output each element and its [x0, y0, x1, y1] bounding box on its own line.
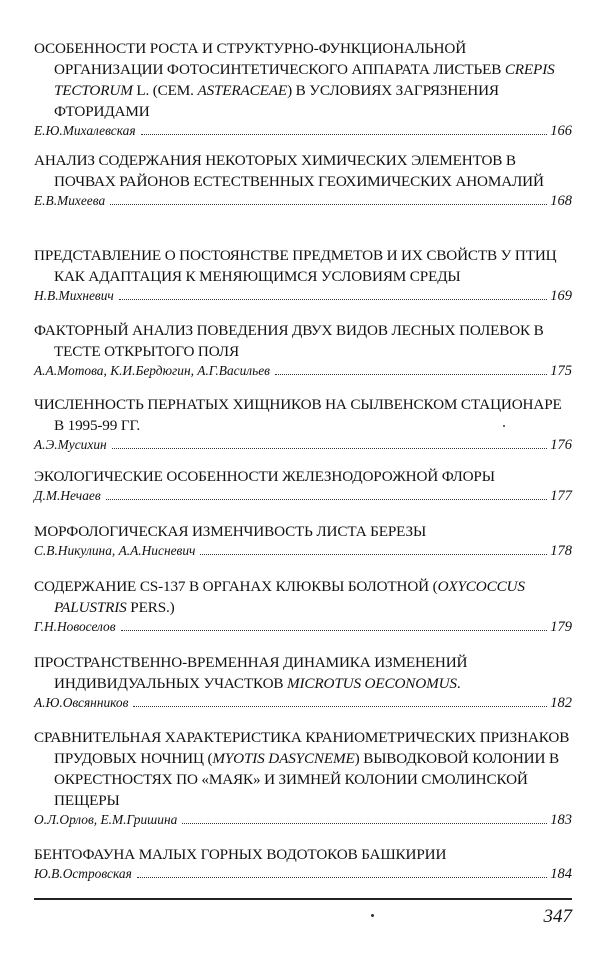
entry-title: БЕНТОФАУНА МАЛЫХ ГОРНЫХ ВОДОТОКОВ БАШКИРИИ [34, 846, 447, 863]
entry-page-number: 166 [550, 123, 572, 139]
author-line [34, 122, 572, 140]
entry-author: Е.В.Михеева [34, 193, 106, 208]
author-line [34, 487, 572, 505]
toc-entry [34, 394, 572, 454]
entry-title: ЧИСЛЕННОСТЬ ПЕРНАТЫХ ХИЩНИКОВ НА СЫЛВЕНСКОМ СТАЦИОНАРЕ В 1995-99 ГГ. [34, 396, 562, 434]
toc-entry [34, 576, 572, 636]
entry-author: Е.Ю.Михалевская [34, 123, 136, 138]
toc-entry [34, 521, 572, 560]
dot-leader [137, 877, 547, 878]
entry-title: МОРФОЛОГИЧЕСКАЯ ИЗМЕНЧИВОСТЬ ЛИСТА БЕРЕЗЫ [34, 523, 427, 540]
dot-leader [106, 499, 548, 500]
entry-title: ЭКОЛОГИЧЕСКИЕ ОСОБЕННОСТИ ЖЕЛЕЗНОДОРОЖНОЙ ФЛОРЫ [34, 468, 495, 485]
entry-author: А.Э.Мусихин [34, 437, 107, 452]
author-line [34, 865, 572, 883]
entry-page-number: 178 [550, 543, 572, 559]
dot-leader [119, 299, 547, 300]
author-line [34, 811, 572, 829]
toc-entry [34, 38, 572, 140]
entry-author: Ю.В.Островская [34, 866, 132, 881]
dot-leader [200, 554, 547, 555]
author-line [34, 694, 572, 712]
entry-page-number: 168 [550, 193, 572, 209]
entry-author: Г.Н.Новоселов [34, 619, 116, 634]
dot-leader [121, 630, 548, 631]
entry-page-number: 176 [550, 437, 572, 453]
scan-speck [371, 914, 374, 917]
toc-entry [34, 245, 572, 305]
entry-title: ФАКТОРНЫЙ АНАЛИЗ ПОВЕДЕНИЯ ДВУХ ВИДОВ ЛЕСНЫХ ПОЛЕВОК В ТЕСТЕ ОТКРЫТОГО ПОЛЯ [34, 322, 544, 360]
entry-title: ПРЕДСТАВЛЕНИЕ О ПОСТОЯНСТВЕ ПРЕДМЕТОВ И ИХ СВОЙСТВ У ПТИЦ КАК АДАПТАЦИЯ К МЕНЯЮЩИМСЯ УСЛОВИЯМ СРЕДЫ [34, 247, 557, 285]
toc-entry [34, 844, 572, 883]
toc-entry [34, 320, 572, 380]
author-line [34, 362, 572, 380]
dot-leader [182, 823, 547, 824]
author-line [34, 436, 572, 454]
scan-speck [503, 425, 505, 427]
entry-title: СРАВНИТЕЛЬНАЯ ХАРАКТЕРИСТИКА КРАНИОМЕТРИЧЕСКИХ ПРИЗНАКОВ ПРУДОВЫХ НОЧНИЦ (MYOTIS DASYCNEME) ВЫВОДКОВОЙ КОЛОНИИ В ОКРЕСТНОСТЯХ ПО «МАЯК» И ЗИМНЕЙ КОЛОНИИ СМОЛИНСКОЙ ПЕЩЕРЫ [34, 729, 570, 809]
dot-leader [110, 204, 547, 205]
entry-author: С.В.Никулина, А.А.Нисневич [34, 543, 196, 558]
toc-entry [34, 150, 572, 210]
entry-page-number: 182 [550, 695, 572, 711]
entry-title: АНАЛИЗ СОДЕРЖАНИЯ НЕКОТОРЫХ ХИМИЧЕСКИХ ЭЛЕМЕНТОВ В ПОЧВАХ РАЙОНОВ ЕСТЕСТВЕННЫХ ГЕОХИМИЧЕСКИХ АНОМАЛИЙ [34, 152, 544, 190]
dot-leader [275, 374, 547, 375]
entry-page-number: 184 [550, 866, 572, 882]
entry-author: О.Л.Орлов, Е.М.Гришина [34, 812, 178, 827]
dot-leader [112, 448, 548, 449]
entry-title: ОСОБЕННОСТИ РОСТА И СТРУКТУРНО-ФУНКЦИОНАЛЬНОЙ ОРГАНИЗАЦИИ ФОТОСИНТЕТИЧЕСКОГО АППАРАТА ЛИСТЬЕВ CREPIS TECTORUM L. (СЕМ. ASTERACEAE) В УСЛОВИЯХ ЗАГРЯЗНЕНИЯ ФТОРИДАМИ [34, 40, 555, 120]
entry-title: ПРОСТРАНСТВЕННО-ВРЕМЕННАЯ ДИНАМИКА ИЗМЕНЕНИЙ ИНДИВИДУАЛЬНЫХ УЧАСТКОВ MICROTUS OECONOMUS. [34, 654, 468, 692]
entry-author: А.Ю.Овсянников [34, 695, 129, 710]
toc-entry [34, 727, 572, 829]
author-line [34, 618, 572, 636]
footer-rule [34, 898, 572, 900]
entry-author: Д.М.Нечаев [34, 488, 101, 503]
author-line [34, 287, 572, 305]
author-line [34, 192, 572, 210]
dot-leader [133, 706, 547, 707]
author-line [34, 542, 572, 560]
entry-author: Н.В.Михневич [34, 288, 114, 303]
dot-leader [141, 134, 548, 135]
page-number: 347 [543, 906, 572, 927]
entry-page-number: 177 [550, 488, 572, 504]
toc-entry [34, 466, 572, 505]
entry-author: А.А.Мотова, К.И.Бердюгин, А.Г.Васильев [34, 363, 270, 378]
entry-page-number: 183 [550, 812, 572, 828]
entry-page-number: 169 [550, 288, 572, 304]
entry-title: СОДЕРЖАНИЕ CS-137 В ОРГАНАХ КЛЮКВЫ БОЛОТНОЙ (OXYCOCCUS PALUSTRIS PERS.) [34, 578, 525, 616]
toc-entry [34, 652, 572, 712]
entry-page-number: 179 [550, 619, 572, 635]
entry-page-number: 175 [550, 363, 572, 379]
